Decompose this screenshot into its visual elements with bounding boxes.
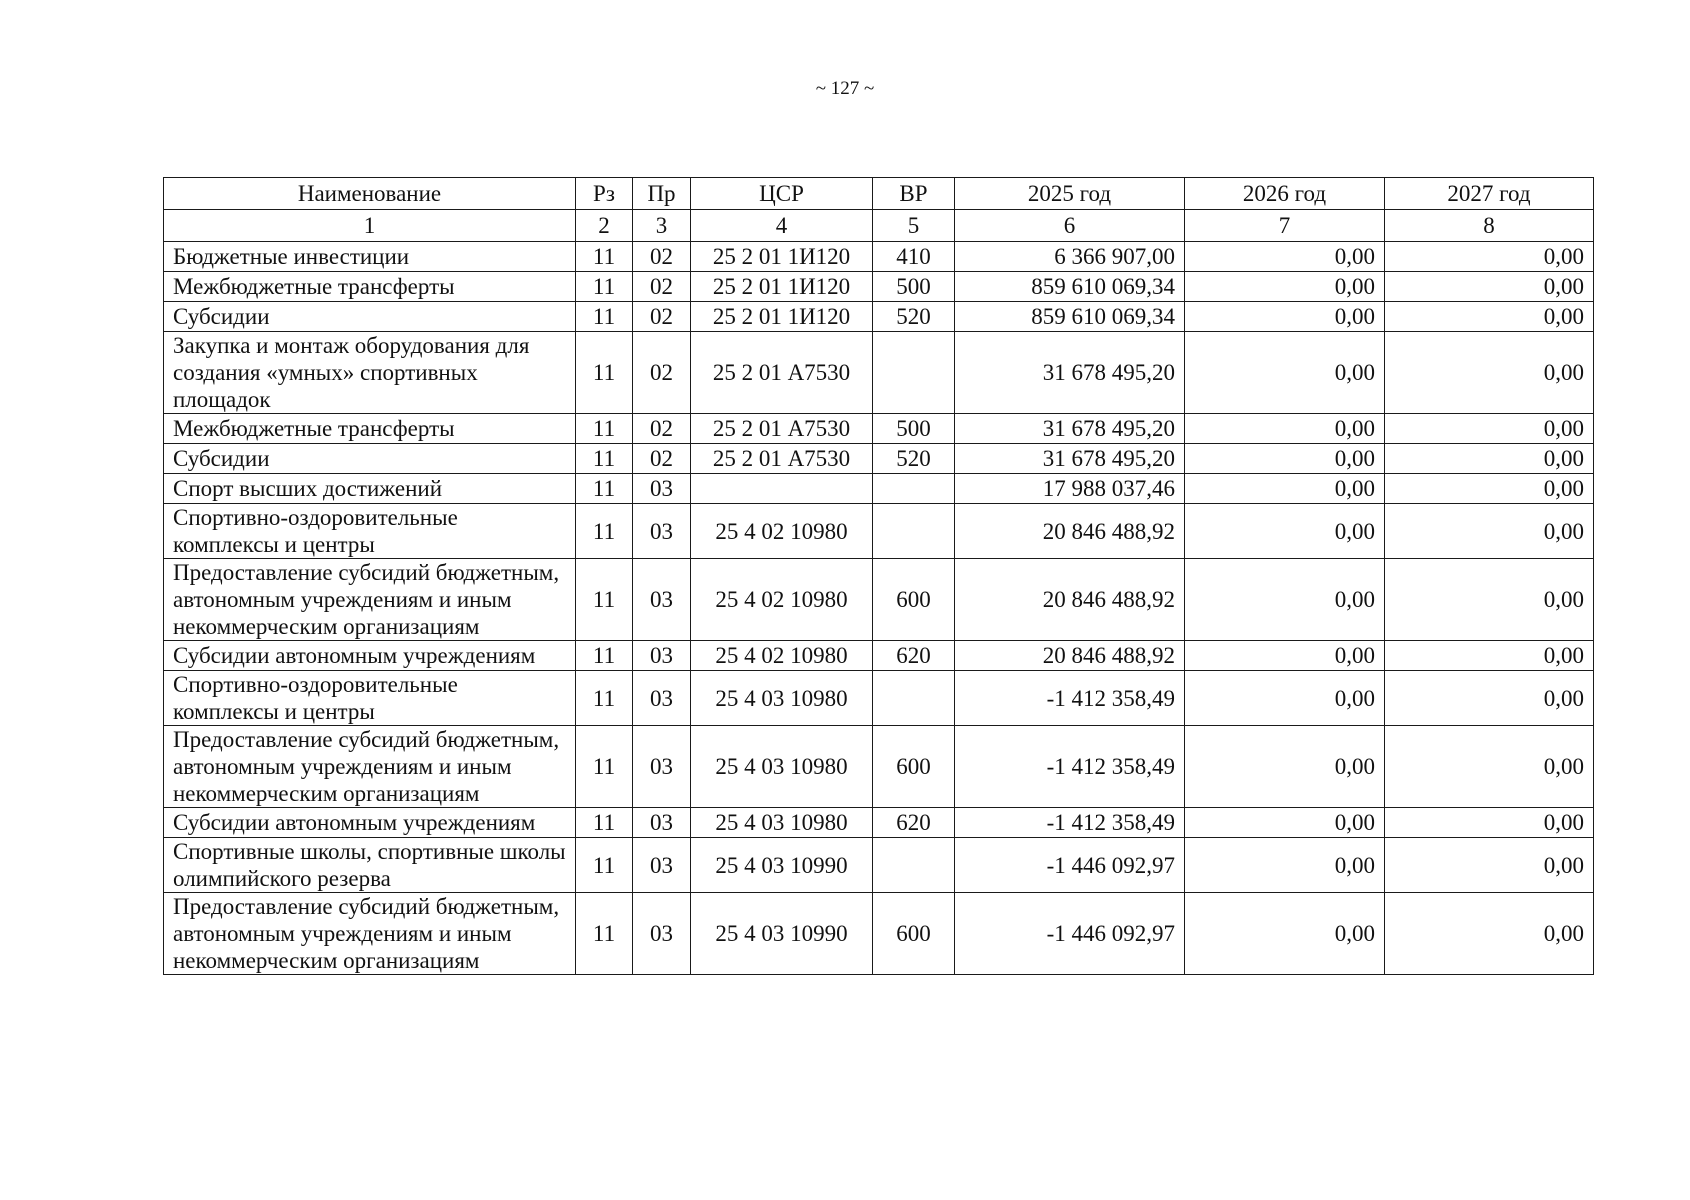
row-csr: 25 4 03 10990 xyxy=(691,893,873,975)
column-number: 3 xyxy=(633,210,691,242)
row-amount-2026: 0,00 xyxy=(1185,302,1385,332)
row-rz: 11 xyxy=(576,808,633,838)
row-name: Субсидии xyxy=(164,302,576,332)
table-row xyxy=(164,808,1594,838)
row-vr: 410 xyxy=(873,242,955,272)
row-amount-2027: 0,00 xyxy=(1385,504,1594,559)
row-amount-2025: 859 610 069,34 xyxy=(955,302,1185,332)
header-name: Наименование xyxy=(164,178,576,210)
row-name: Спортивно-оздоровительные комплексы и центры xyxy=(164,504,576,559)
row-amount-2026: 0,00 xyxy=(1185,808,1385,838)
row-vr: 520 xyxy=(873,444,955,474)
row-amount-2025: 20 846 488,92 xyxy=(955,559,1185,641)
row-amount-2027: 0,00 xyxy=(1385,302,1594,332)
row-amount-2027: 0,00 xyxy=(1385,641,1594,671)
row-name: Предоставление субсидий бюджетным, автономным учреждениям и иным некоммерческим организациям xyxy=(164,559,576,641)
row-vr xyxy=(873,671,955,726)
row-vr xyxy=(873,504,955,559)
row-csr: 25 4 03 10980 xyxy=(691,726,873,808)
budget-table xyxy=(163,177,1594,975)
page-number: ~ 127 ~ xyxy=(815,78,875,99)
table-row xyxy=(164,893,1594,975)
row-pr: 03 xyxy=(633,474,691,504)
row-amount-2027: 0,00 xyxy=(1385,893,1594,975)
row-vr: 600 xyxy=(873,893,955,975)
row-pr: 02 xyxy=(633,414,691,444)
column-number: 6 xyxy=(955,210,1185,242)
row-name: Спортивно-оздоровительные комплексы и центры xyxy=(164,671,576,726)
row-rz: 11 xyxy=(576,726,633,808)
row-csr: 25 2 01 1И120 xyxy=(691,272,873,302)
row-pr: 02 xyxy=(633,444,691,474)
row-csr: 25 2 01 1И120 xyxy=(691,242,873,272)
row-amount-2026: 0,00 xyxy=(1185,272,1385,302)
row-csr: 25 4 02 10980 xyxy=(691,559,873,641)
row-name: Спортивные школы, спортивные школы олимпийского резерва xyxy=(164,838,576,893)
row-rz: 11 xyxy=(576,272,633,302)
table-row xyxy=(164,302,1594,332)
row-pr: 03 xyxy=(633,726,691,808)
row-name: Закупка и монтаж оборудования для создания «умных» спортивных площадок xyxy=(164,332,576,414)
header-row xyxy=(164,178,1594,210)
row-amount-2025: 859 610 069,34 xyxy=(955,272,1185,302)
header-2026: 2026 год xyxy=(1185,178,1385,210)
row-csr: 25 2 01 А7530 xyxy=(691,332,873,414)
row-amount-2026: 0,00 xyxy=(1185,838,1385,893)
row-rz: 11 xyxy=(576,242,633,272)
row-amount-2025: 6 366 907,00 xyxy=(955,242,1185,272)
row-amount-2025: 31 678 495,20 xyxy=(955,444,1185,474)
row-name: Субсидии автономным учреждениям xyxy=(164,641,576,671)
row-amount-2027: 0,00 xyxy=(1385,414,1594,444)
row-vr: 500 xyxy=(873,272,955,302)
column-number: 8 xyxy=(1385,210,1594,242)
row-amount-2026: 0,00 xyxy=(1185,444,1385,474)
header-pr: Пр xyxy=(633,178,691,210)
table-row xyxy=(164,414,1594,444)
table-body xyxy=(164,242,1594,975)
row-pr: 03 xyxy=(633,808,691,838)
column-number: 7 xyxy=(1185,210,1385,242)
header-2027: 2027 год xyxy=(1385,178,1594,210)
row-rz: 11 xyxy=(576,474,633,504)
row-rz: 11 xyxy=(576,559,633,641)
row-rz: 11 xyxy=(576,302,633,332)
row-csr: 25 2 01 1И120 xyxy=(691,302,873,332)
row-vr: 520 xyxy=(873,302,955,332)
column-number-row xyxy=(164,210,1594,242)
table-row xyxy=(164,559,1594,641)
row-pr: 02 xyxy=(633,332,691,414)
row-amount-2026: 0,00 xyxy=(1185,332,1385,414)
row-name: Спорт высших достижений xyxy=(164,474,576,504)
row-name: Бюджетные инвестиции xyxy=(164,242,576,272)
row-amount-2027: 0,00 xyxy=(1385,726,1594,808)
row-csr: 25 4 03 10980 xyxy=(691,808,873,838)
row-amount-2026: 0,00 xyxy=(1185,726,1385,808)
row-amount-2026: 0,00 xyxy=(1185,641,1385,671)
row-amount-2027: 0,00 xyxy=(1385,332,1594,414)
row-amount-2025: 20 846 488,92 xyxy=(955,504,1185,559)
row-csr: 25 2 01 А7530 xyxy=(691,444,873,474)
row-name: Межбюджетные трансферты xyxy=(164,414,576,444)
row-pr: 03 xyxy=(633,559,691,641)
table-row xyxy=(164,504,1594,559)
row-csr xyxy=(691,474,873,504)
row-vr: 620 xyxy=(873,641,955,671)
table-row xyxy=(164,838,1594,893)
row-vr xyxy=(873,838,955,893)
row-amount-2026: 0,00 xyxy=(1185,414,1385,444)
row-pr: 03 xyxy=(633,838,691,893)
row-amount-2027: 0,00 xyxy=(1385,808,1594,838)
row-amount-2025: -1 412 358,49 xyxy=(955,726,1185,808)
row-vr: 600 xyxy=(873,559,955,641)
row-rz: 11 xyxy=(576,444,633,474)
row-amount-2026: 0,00 xyxy=(1185,559,1385,641)
row-amount-2025: 20 846 488,92 xyxy=(955,641,1185,671)
header-csr: ЦСР xyxy=(691,178,873,210)
row-amount-2027: 0,00 xyxy=(1385,559,1594,641)
row-csr: 25 4 02 10980 xyxy=(691,641,873,671)
row-amount-2027: 0,00 xyxy=(1385,242,1594,272)
row-pr: 03 xyxy=(633,671,691,726)
row-name: Субсидии автономным учреждениям xyxy=(164,808,576,838)
row-csr: 25 4 03 10990 xyxy=(691,838,873,893)
column-number: 2 xyxy=(576,210,633,242)
row-rz: 11 xyxy=(576,641,633,671)
row-rz: 11 xyxy=(576,504,633,559)
table-row xyxy=(164,671,1594,726)
column-number: 4 xyxy=(691,210,873,242)
row-pr: 02 xyxy=(633,302,691,332)
row-name: Предоставление субсидий бюджетным, автономным учреждениям и иным некоммерческим организациям xyxy=(164,726,576,808)
table-row xyxy=(164,242,1594,272)
row-amount-2025: -1 446 092,97 xyxy=(955,838,1185,893)
row-amount-2025: 31 678 495,20 xyxy=(955,414,1185,444)
row-pr: 02 xyxy=(633,242,691,272)
table-row xyxy=(164,332,1594,414)
row-pr: 03 xyxy=(633,504,691,559)
row-vr: 600 xyxy=(873,726,955,808)
row-amount-2026: 0,00 xyxy=(1185,474,1385,504)
row-pr: 03 xyxy=(633,641,691,671)
row-rz: 11 xyxy=(576,332,633,414)
table-header xyxy=(164,178,1594,242)
row-vr: 620 xyxy=(873,808,955,838)
row-amount-2027: 0,00 xyxy=(1385,272,1594,302)
row-rz: 11 xyxy=(576,893,633,975)
row-rz: 11 xyxy=(576,414,633,444)
row-name: Предоставление субсидий бюджетным, автономным учреждениям и иным некоммерческим организациям xyxy=(164,893,576,975)
table-row xyxy=(164,474,1594,504)
header-vr: ВР xyxy=(873,178,955,210)
row-amount-2027: 0,00 xyxy=(1385,474,1594,504)
row-amount-2027: 0,00 xyxy=(1385,444,1594,474)
table-row xyxy=(164,272,1594,302)
row-amount-2026: 0,00 xyxy=(1185,504,1385,559)
row-vr: 500 xyxy=(873,414,955,444)
row-name: Субсидии xyxy=(164,444,576,474)
row-csr: 25 4 02 10980 xyxy=(691,504,873,559)
column-number: 1 xyxy=(164,210,576,242)
row-pr: 02 xyxy=(633,272,691,302)
row-amount-2025: -1 446 092,97 xyxy=(955,893,1185,975)
row-rz: 11 xyxy=(576,838,633,893)
row-csr: 25 4 03 10980 xyxy=(691,671,873,726)
header-rz: Рз xyxy=(576,178,633,210)
row-amount-2026: 0,00 xyxy=(1185,893,1385,975)
header-2025: 2025 год xyxy=(955,178,1185,210)
row-amount-2027: 0,00 xyxy=(1385,838,1594,893)
row-vr xyxy=(873,474,955,504)
row-amount-2025: -1 412 358,49 xyxy=(955,671,1185,726)
row-amount-2025: 31 678 495,20 xyxy=(955,332,1185,414)
table-row xyxy=(164,726,1594,808)
row-rz: 11 xyxy=(576,671,633,726)
row-pr: 03 xyxy=(633,893,691,975)
row-amount-2025: 17 988 037,46 xyxy=(955,474,1185,504)
table-row xyxy=(164,641,1594,671)
row-amount-2026: 0,00 xyxy=(1185,671,1385,726)
row-amount-2027: 0,00 xyxy=(1385,671,1594,726)
column-number: 5 xyxy=(873,210,955,242)
row-name: Межбюджетные трансферты xyxy=(164,272,576,302)
table-row xyxy=(164,444,1594,474)
row-amount-2026: 0,00 xyxy=(1185,242,1385,272)
row-vr xyxy=(873,332,955,414)
row-csr: 25 2 01 А7530 xyxy=(691,414,873,444)
row-amount-2025: -1 412 358,49 xyxy=(955,808,1185,838)
